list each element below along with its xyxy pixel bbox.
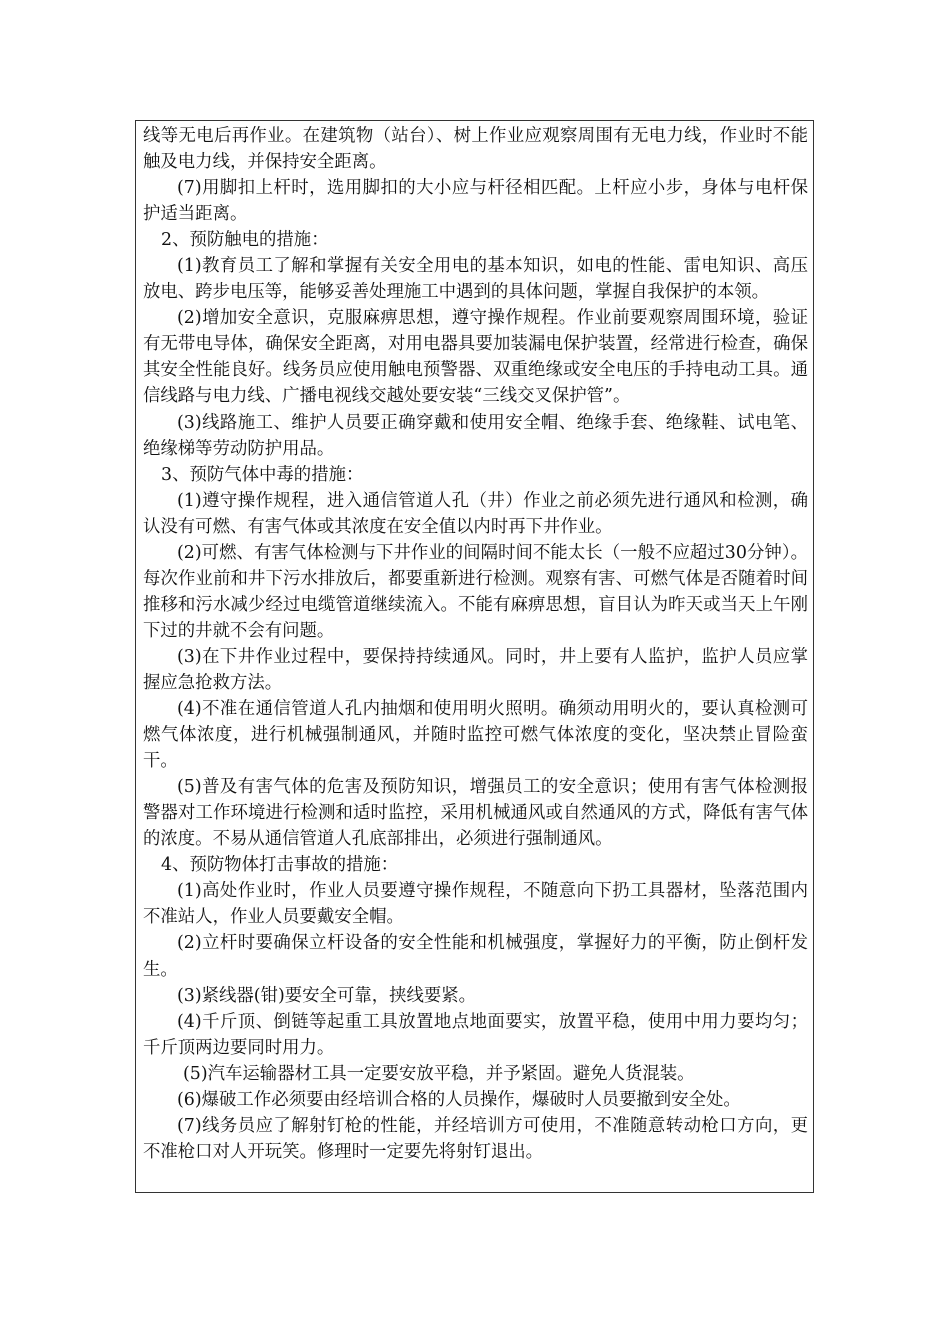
paragraph-2-1: (1)教育员工了解和掌握有关安全用电的基本知识，如电的性能、雷电知识、高压放电、跨步电压等，能够妥善处理施工中遇到的具体问题，掌握自我保护的本领。	[143, 256, 808, 303]
paragraph-item-7-footclimb: (7)用脚扣上杆时，选用脚扣的大小应与杆径相匹配。上杆应小步，身体与电杆保护适当距离。	[143, 178, 808, 225]
paragraph-4-6: (6)爆破工作必须要由经培训合格的人员操作，爆破时人员要撤到安全处。	[177, 1089, 741, 1110]
document-body	[143, 123, 808, 1165]
paragraph-3-5: (5)普及有害气体的危害及预防知识，增强员工的安全意识；使用有害气体检测报警器对工作环境进行检测和适时监控，采用机械通风或自然通风的方式，降低有害气体的浓度。不易从通信管道人孔底部排出，必须进行强制通风。	[143, 777, 808, 850]
paragraph-4-2: (2)立杆时要确保立杆设备的安全性能和机械强度，掌握好力的平衡，防止倒杆发生。	[143, 933, 808, 980]
paragraph-3-1: (1)遵守操作规程，进入通信管道人孔（井）作业之前必须先进行通风和检测，确认没有可燃、有害气体或其浓度在安全值以内时再下井作业。	[143, 490, 808, 537]
paragraph-4-1: (1)高处作业时，作业人员要遵守操作规程，不随意向下扔工具器材，坠落范围内不准站人，作业人员要戴安全帽。	[143, 881, 808, 928]
paragraph-3-2: (2)可燃、有害气体检测与下井作业的间隔时间不能太长（一般不应超过30分钟）。每次作业前和井下污水排放后，都要重新进行检测。观察有害、可燃气体是否随着时间推移和污水减少经过电缆管道继续流入。不能有麻痹思想，盲目认为昨天或当天上午刚下过的井就不会有问题。	[143, 542, 808, 641]
paragraph-3-4: (4)不准在通信管道人孔内抽烟和使用明火照明。确须动用明火的，要认真检测可燃气体浓度，进行机械强制通风，并随时监控可燃气体浓度的变化，坚决禁止冒险蛮干。	[143, 699, 808, 772]
section-heading-4: 4、预防物体打击事故的措施：	[161, 855, 399, 876]
section-heading-3: 3、预防气体中毒的措施：	[161, 464, 364, 485]
paragraph-4-5: (5)汽车运输器材工具一定要安放平稳，并予紧固。避免人货混装。	[183, 1063, 695, 1084]
document-table-frame	[135, 120, 814, 1193]
section-heading-2: 2、预防触电的措施：	[161, 230, 329, 251]
paragraph-4-4: (4)千斤顶、倒链等起重工具放置地点地面要实，放置平稳，使用中用力要均匀；千斤顶两边要同时用力。	[143, 1011, 808, 1058]
paragraph-2-2: (2)增加安全意识，克服麻痹思想，遵守操作规程。作业前要观察周围环境，验证有无带电导体，确保安全距离，对用电器具要加装漏电保护装置，经常进行检查，确保其安全性能良好。线务员应使用触电预警器、双重绝缘或安全电压的手持电动工具。通信线路与电力线、广播电视线交越处要安装“三线交叉保护管”。	[143, 308, 808, 407]
paragraph-continued: 线等无电后再作业。在建筑物（站台）、树上作业应观察周围有无电力线，作业时不能触及电力线，并保持安全距离。	[143, 126, 808, 173]
paragraph-3-3: (3)在下井作业过程中，要保持持续通风。同时，井上要有人监护，监护人员应掌握应急抢救方法。	[143, 646, 808, 693]
paragraph-2-3: (3)线路施工、维护人员要正确穿戴和使用安全帽、绝缘手套、绝缘鞋、试电笔、绝缘梯等劳动防护用品。	[143, 412, 808, 459]
paragraph-4-3: (3)紧线器(钳)要安全可靠，挟线要紧。	[177, 985, 477, 1006]
paragraph-4-7: (7)线务员应了解射钉枪的性能，并经培训方可使用，不准随意转动枪口方向，更不准枪口对人开玩笑。修理时一定要先将射钉退出。	[143, 1115, 808, 1162]
